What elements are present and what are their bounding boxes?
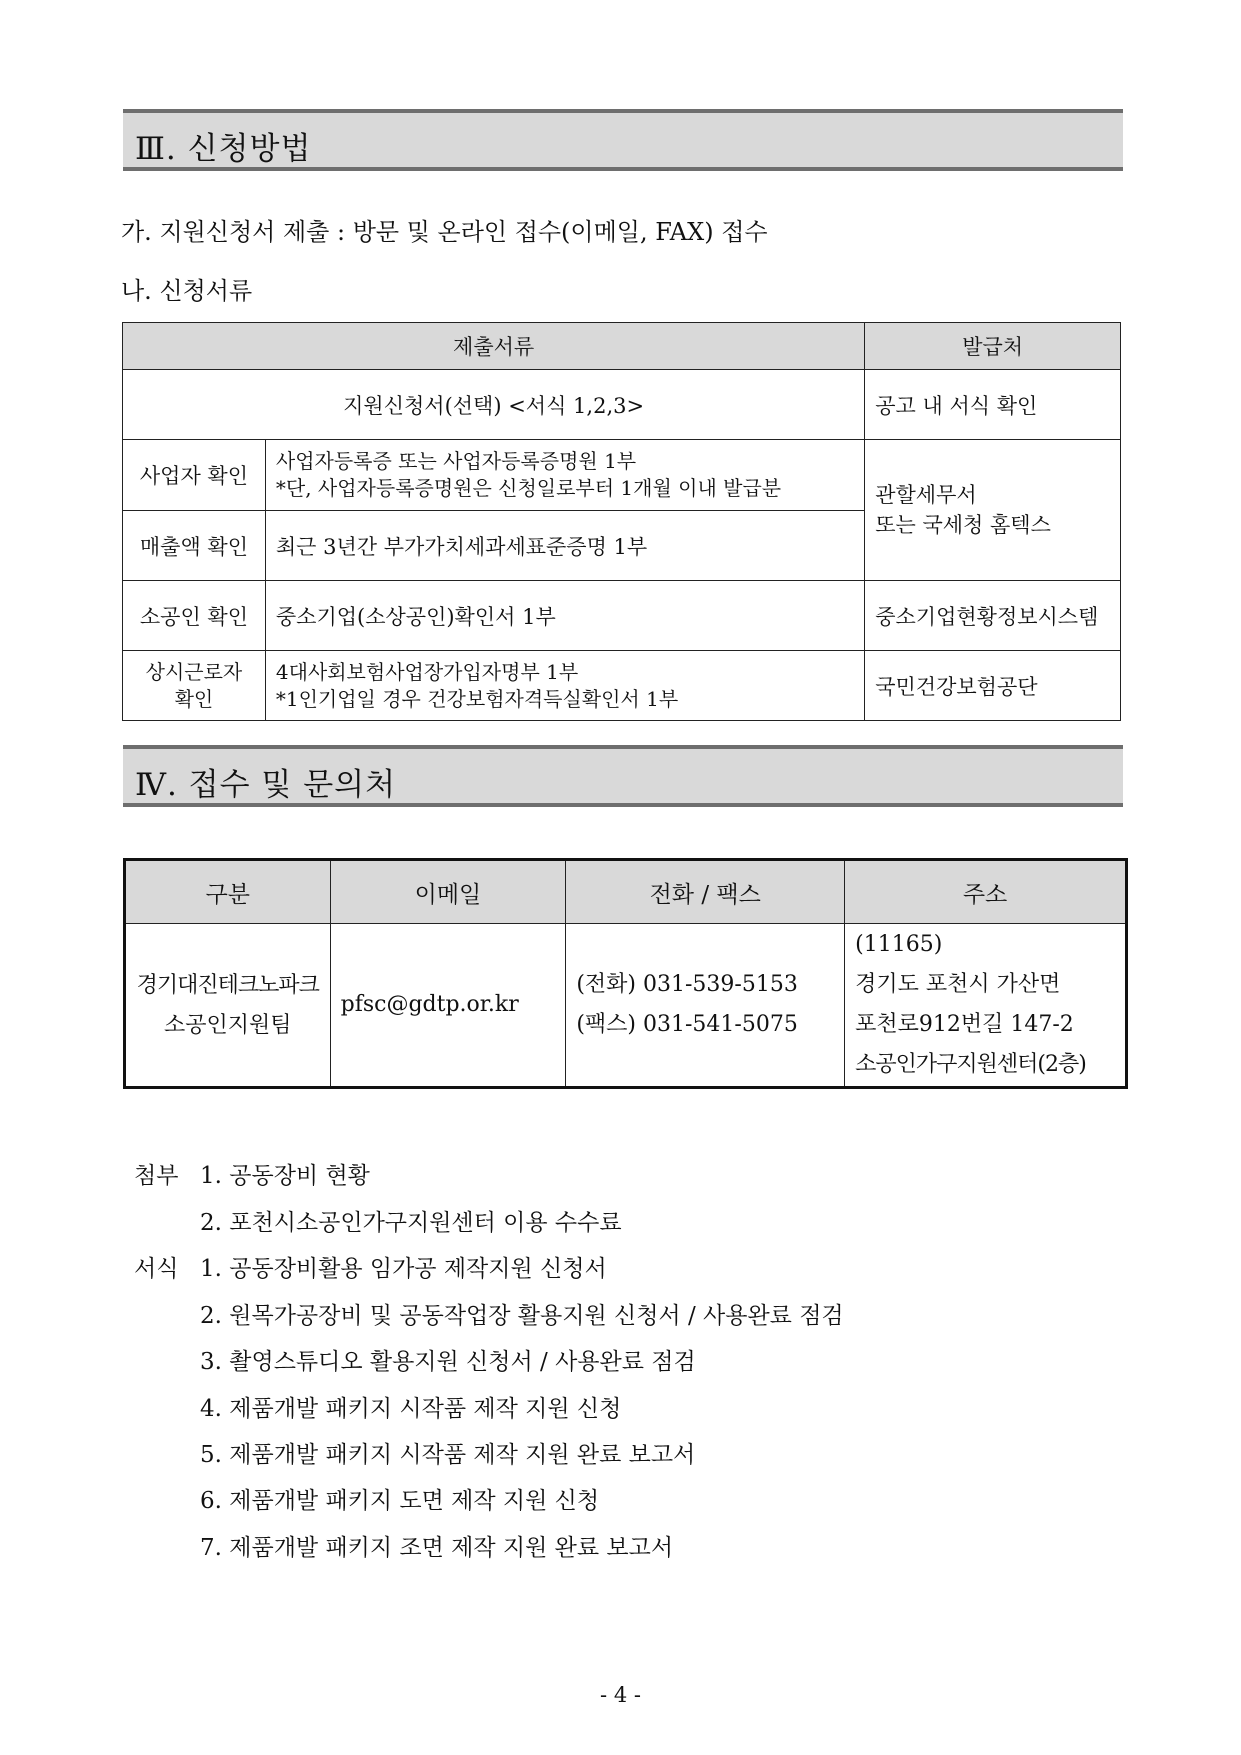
item-b-text: 나. 신청서류 [121,277,253,305]
table-row [123,581,1121,651]
forms-label: 서식 [134,1256,179,1282]
header-address: 주소 [845,860,1127,924]
document-cell: 중소기업(소상공인)확인서 1부 [265,581,864,651]
address-line: 경기도 포천시 가산면 [855,972,1061,997]
category-cell: 사업자 확인 [123,440,266,511]
application-issuer-cell: 공고 내 서식 확인 [865,370,1121,440]
list-item: 2. 포천시소공인가구지원센터 이용 수수료 [200,1210,622,1236]
table-header-row [123,323,1121,370]
list-item: 6. 제품개발 패키지 도면 제작 지원 신청 [200,1488,600,1514]
phone-fax-cell [566,924,845,1088]
document-line: 사업자등록증 또는 사업자등록증명원 1부 [275,449,637,473]
list-item: 7. 제품개발 패키지 조면 제작 지원 완료 보고서 [200,1535,674,1561]
document-note: *단, 사업자등록증명원은 신청일로부터 1개월 이내 발급분 [275,476,782,500]
attachments-label: 첨부 [134,1163,179,1189]
tax-issuer-cell [865,440,1121,581]
list-item: 3. 촬영스튜디오 활용지원 신청서 / 사용완료 점검 [200,1349,696,1375]
category-cell: 소공인 확인 [123,581,266,651]
document-line: 4대사회보험사업장가입자명부 1부 [275,659,579,684]
list-item: 1. 공동장비 현황 [200,1163,370,1189]
team-name: 소공인지원팀 [164,1012,292,1037]
document-cell: 최근 3년간 부가가치세과세표준증명 1부 [265,511,864,581]
organization-cell [125,924,331,1088]
item-a-text: 가. 지원신청서 제출 : 방문 및 온라인 접수(이메일, FAX) 접수 [121,218,768,246]
email-cell [330,924,566,1088]
list-item: 5. 제품개발 패키지 시작품 제작 지원 완료 보고서 [200,1442,696,1468]
phone-number: (전화) 031-539-5153 [576,972,798,997]
organization-name: 경기대진테크노파크 [136,972,319,997]
list-item: 2. 원목가공장비 및 공동작업장 활용지원 신청서 / 사용완료 점검 [200,1303,844,1329]
address-cell [845,924,1127,1088]
email-address[interactable]: pfsc@gdtp.or.kr [340,992,519,1017]
address-line: 소공인가구지원센터(2층) [855,1052,1086,1077]
list-item: 4. 제품개발 패키지 시작품 제작 지원 신청 [200,1396,622,1422]
header-issuer: 발급처 [865,323,1121,370]
fax-number: (팩스) 031-541-5075 [576,1012,798,1037]
issuer-cell: 중소기업현황정보시스템 [865,581,1121,651]
header-email: 이메일 [330,860,566,924]
category-cell [123,651,266,721]
issuer-line: 또는 국세청 홈텍스 [875,513,1051,537]
required-documents-table [122,322,1121,721]
section-3-title: Ⅲ. 신청방법 [135,131,312,167]
document-note: *1인기업일 경우 건강보험자격득실확인서 1부 [275,686,679,711]
table-row [123,440,1121,511]
issuer-line: 관할세무서 [875,483,977,507]
category-line: 상시근로자 [145,659,243,684]
document-cell [265,651,864,721]
page-number: - 4 - [600,1683,641,1707]
header-documents: 제출서류 [123,323,865,370]
header-phone-fax: 전화 / 팩스 [566,860,845,924]
application-form-cell: 지원신청서(선택) <서식 1,2,3> [123,370,865,440]
section-4-title: Ⅳ. 접수 및 문의처 [135,767,397,803]
issuer-cell: 국민건강보험공단 [865,651,1121,721]
category-cell: 매출액 확인 [123,511,266,581]
document-cell [265,440,864,511]
postal-code: (11165) [855,932,943,957]
table-row [125,924,1127,1088]
header-category: 구분 [125,860,331,924]
contact-table [123,858,1128,1089]
section-4-header [123,745,1123,807]
category-line: 확인 [174,686,214,711]
table-header-row [125,860,1127,924]
list-item: 1. 공동장비활용 임가공 제작지원 신청서 [200,1256,607,1282]
address-line: 포천로912번길 147-2 [855,1012,1074,1037]
table-row [123,370,1121,440]
section-3-header [123,109,1123,171]
table-row [123,651,1121,721]
